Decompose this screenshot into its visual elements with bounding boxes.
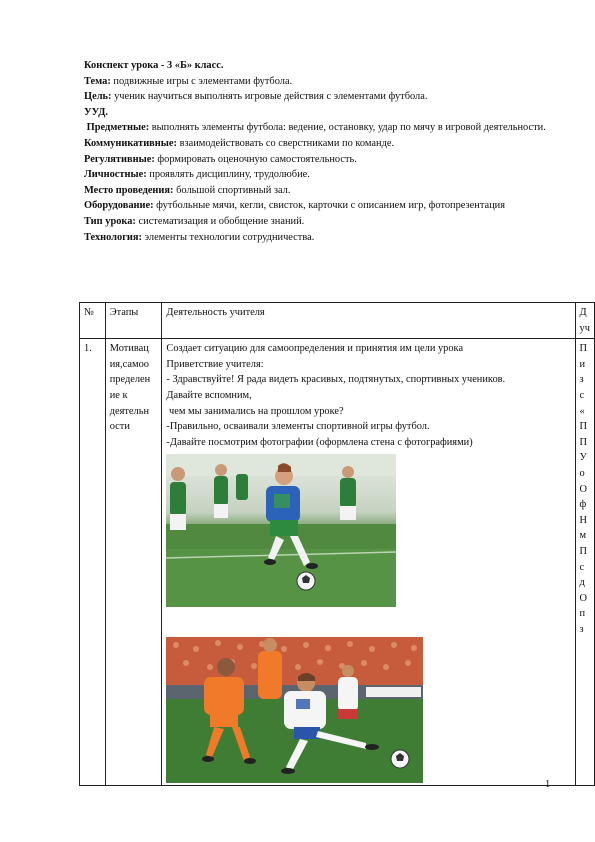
row-teacher-activity: Создает ситуацию для самоопределения и принятия им цели урока Приветствие учителя: - Здравствуйте! Я рада видеть красивых, подтянутых, спортивных учеников. Давайте вспомним, чем мы занимались на прошлом уроке? -Правильно, осваивали элементы спортивной игры футбол. -Давайте посмотрим фотографии (оформлена стена с фотографиями) (162, 339, 575, 786)
header-student-activity: Д уч (575, 303, 594, 339)
equip-label: Оборудование: (84, 200, 154, 212)
football-photo-match (166, 637, 423, 783)
header-stages: Этапы (105, 303, 162, 339)
type-label: Тип урока: (84, 215, 136, 227)
match-football-illustration (166, 637, 423, 783)
comm-value: взаимодействовать со сверстниками по команде. (179, 137, 395, 149)
row-stage: Мотивац ия,самоо пределен ие к деятельн ости (105, 339, 162, 786)
row-num: 1. (80, 339, 106, 786)
pers-value: проявлять дисциплину, трудолюбие. (149, 169, 310, 181)
header-num: № (80, 303, 106, 339)
title-class: 3 «Б» класс. (166, 60, 224, 71)
uud-label: УУД. (84, 106, 108, 118)
equip-value: футбольные мячи, кегли, свисток, карточки с описанием игр, фотопрезентация (156, 200, 506, 212)
football-photo-kids (166, 454, 396, 607)
kids-football-illustration (166, 454, 396, 607)
comm-label: Коммуникативные: (84, 137, 177, 149)
subject-label: Предметные: (86, 122, 150, 134)
page-number: 1 (545, 779, 551, 790)
tech-label: Технология: (84, 231, 142, 243)
lesson-table (79, 302, 595, 786)
pers-label: Личностные: (84, 169, 147, 181)
tech-value: элементы технологии сотрудничества. (144, 231, 315, 243)
reg-label: Регулятивные: (84, 153, 155, 165)
lesson-header (84, 58, 564, 245)
topic-label: Тема: (84, 75, 111, 87)
header-teacher-activity: Деятельность учителя (162, 303, 575, 339)
goal-value: ученик научиться выполнять игровые действия с элементами футбола. (114, 91, 428, 103)
table-row (80, 339, 595, 786)
subject-value: выполнять элементы футбола: ведение, остановку, удар по мячу в игровой деятельности. (151, 122, 546, 134)
title-label: Конспект урока - (84, 60, 165, 71)
goal-label: Цель: (84, 91, 112, 103)
place-value: большой спортивный зал. (176, 184, 291, 196)
type-value: систематизация и обобщение знаний. (138, 215, 305, 227)
row-student-activity: П и з с « П П У о О ф Н м П с д О п з (575, 339, 594, 786)
table-header-row (80, 303, 595, 339)
topic-value: подвижные игры с элементами футбола. (113, 75, 293, 87)
place-label: Место проведения: (84, 184, 174, 196)
reg-value: формировать оценочную самостоятельность. (157, 153, 357, 165)
